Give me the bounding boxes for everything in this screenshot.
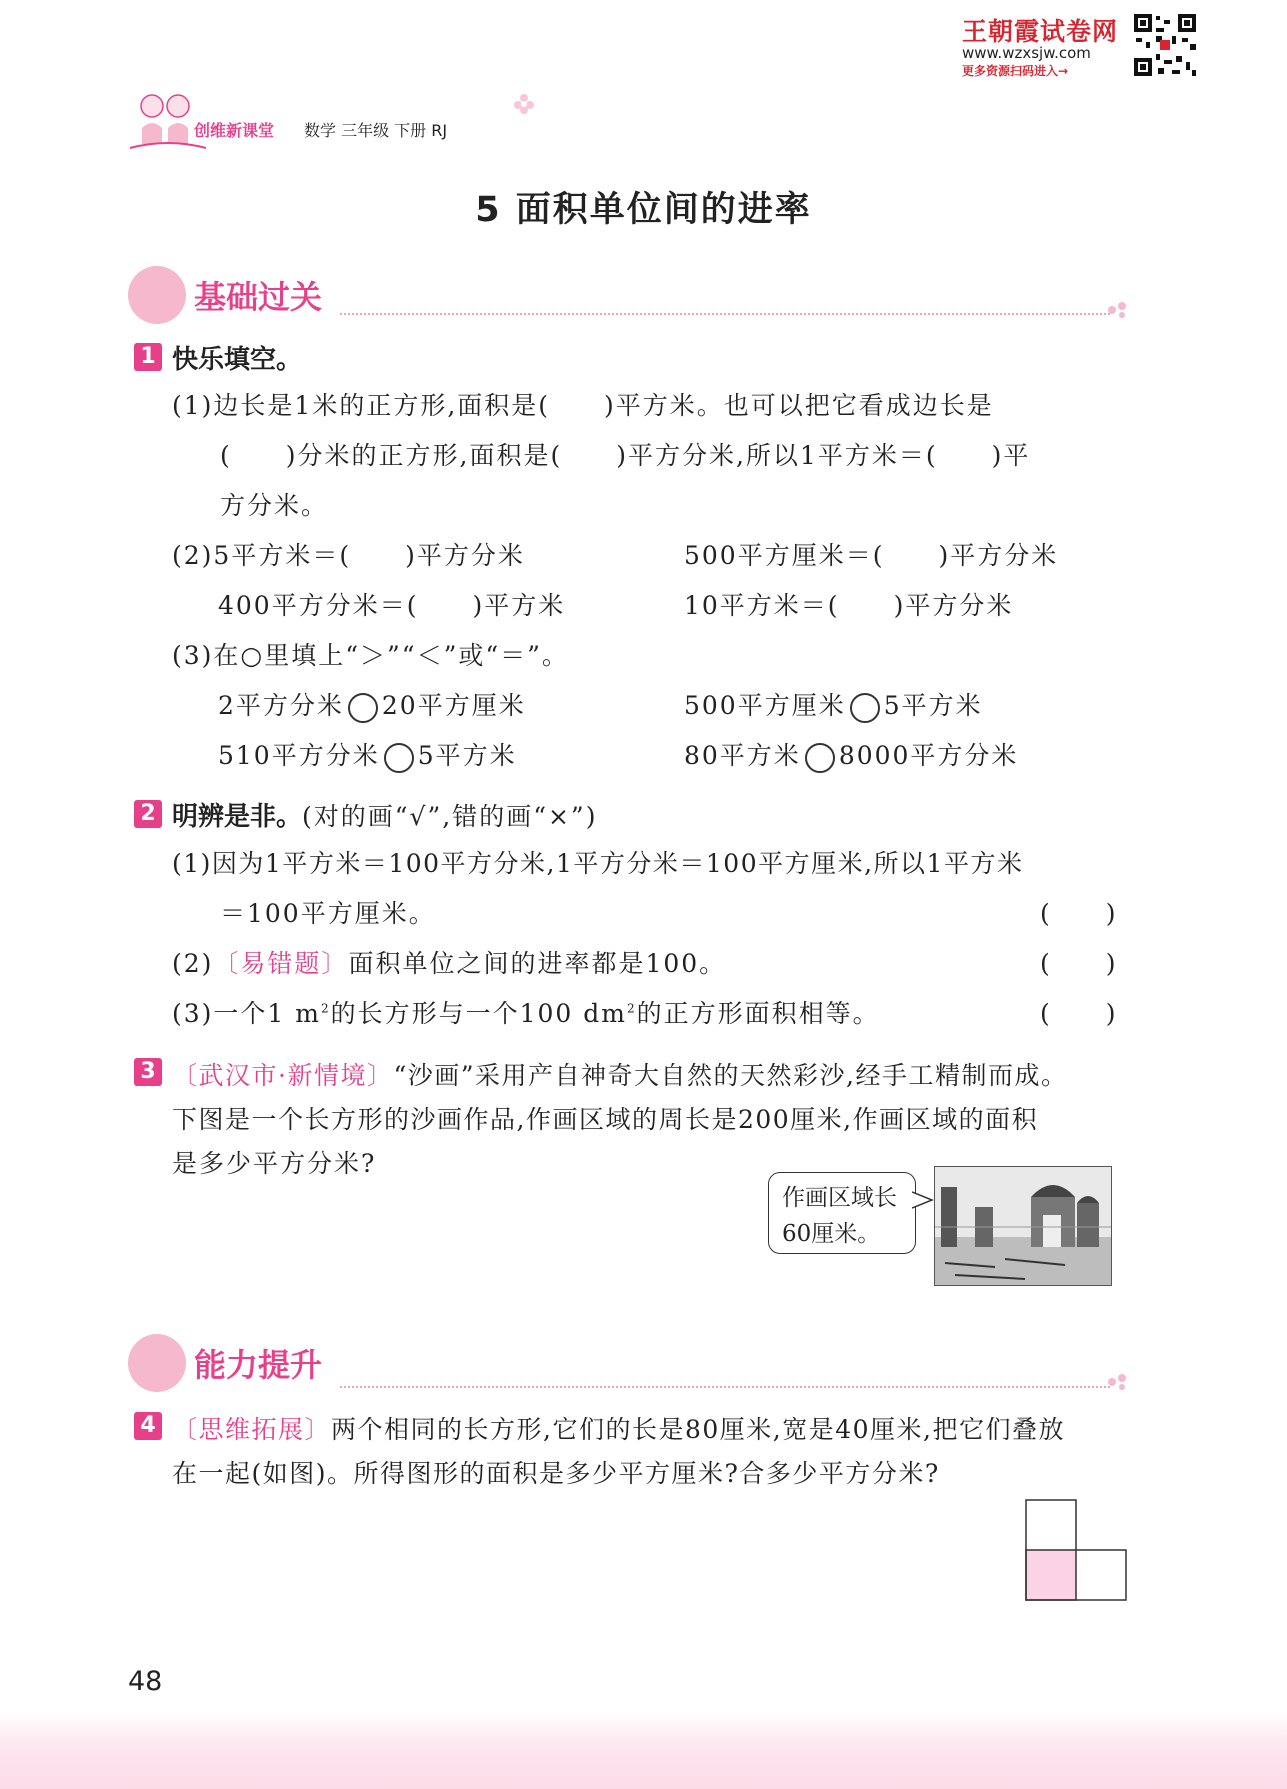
compare-right: 8000平方分米 (838, 741, 1019, 770)
statement-number: (2) (172, 949, 214, 978)
q1-part3-heading: (3)在○里填上“＞”“＜”或“＝”。 (172, 641, 569, 670)
q1-part1-line2: ( )分米的正方形,面积是( )平方分米,所以1平方米＝( )平 (220, 441, 1031, 470)
superscript: 2 (320, 1001, 331, 1016)
brand-title: 王朝霞试卷网 (962, 17, 1119, 46)
q2-statement1-line1: (1)因为1平方米＝100平方分米,1平方分米＝100平方厘米,所以1平方米 (172, 849, 1024, 878)
statement-text: 的长方形与一个100 dm (330, 999, 627, 1028)
brand-scan-hint: 更多资源扫码进入→ (962, 64, 1069, 78)
q2-statement3 (172, 994, 880, 1030)
question-number: 2 (134, 800, 162, 828)
compare-left: 510平方分米 (218, 741, 380, 770)
section-mascot-icon (128, 266, 186, 324)
question-note: (对的画“√”,错的画“×”) (302, 802, 598, 831)
compare-circle[interactable] (384, 743, 414, 773)
sand-painting-image (934, 1166, 1112, 1286)
answer-paren[interactable]: ( ) (1040, 999, 1118, 1028)
q3-line2: 下图是一个长方形的沙画作品,作画区域的周长是200厘米,作画区域的面积 (172, 1105, 1039, 1134)
section-divider (340, 313, 1110, 315)
dots-decoration-icon (1106, 298, 1130, 322)
q1-part2-b: 500平方厘米＝( )平方分米 (684, 541, 1059, 570)
q3-line3: 是多少平方分米? (172, 1149, 377, 1178)
bubble-line: 作画区域长 (782, 1185, 897, 1211)
q1-part2-a: (2)5平方米＝( )平方分米 (172, 541, 525, 570)
compare-circle[interactable] (348, 693, 378, 723)
page-title: 5 面积单位间的进率 (475, 190, 812, 230)
section-mascot-icon (128, 1334, 186, 1392)
question-number: 4 (134, 1412, 162, 1440)
brand-url[interactable]: www.wzxsjw.com (962, 44, 1091, 62)
compare-left: 2平方分米 (218, 691, 344, 720)
series-name: 创维新课堂 (194, 121, 275, 140)
section-title-advanced: 能力提升 (194, 1346, 323, 1384)
compare-row (684, 736, 1018, 773)
q4-line2: 在一起(如图)。所得图形的面积是多少平方厘米?合多少平方分米? (172, 1459, 940, 1488)
q1-part1-line1: (1)边长是1米的正方形,面积是( )平方米。也可以把它看成边长是 (172, 391, 994, 420)
compare-right: 5平方米 (883, 691, 983, 720)
question-header (172, 796, 597, 833)
statement-text: 面积单位之间的进率都是100。 (348, 949, 727, 978)
tag-label: 〔思维拓展〕 (172, 1415, 332, 1444)
statement-text: (3)一个1 m (172, 999, 321, 1028)
statement-text: 的正方形面积相等。 (636, 999, 880, 1028)
superscript: 2 (627, 1001, 637, 1016)
q1-part1-line3: 方分米。 (220, 491, 329, 520)
question-number: 3 (134, 1058, 162, 1086)
compare-row (218, 736, 517, 773)
qr-code-icon[interactable] (1132, 12, 1198, 78)
page-number: 48 (128, 1666, 163, 1697)
dots-decoration-icon (1106, 1370, 1130, 1394)
compare-row (218, 686, 526, 723)
q3-text: “沙画”采用产自神奇大自然的天然彩沙,经手工精制而成。 (393, 1061, 1068, 1090)
compare-right: 20平方厘米 (381, 691, 526, 720)
series-info: 数学 三年级 下册 RJ (304, 121, 448, 140)
q4-text: 两个相同的长方形,它们的长是80厘米,宽是40厘米,把它们叠放 (331, 1415, 1065, 1444)
q1-part2-d: 10平方米＝( )平方分米 (684, 591, 1014, 620)
bubble-line: 60厘米。 (782, 1221, 881, 1247)
section-divider (340, 1386, 1110, 1388)
bubble-text (782, 1180, 897, 1252)
tag-label: 〔易错题〕 (213, 949, 349, 978)
compare-left: 500平方厘米 (684, 691, 846, 720)
compare-circle[interactable] (805, 743, 835, 773)
flower-decoration-icon (512, 92, 536, 116)
overlapping-rectangles-figure (1024, 1498, 1130, 1604)
footer-band (0, 1712, 1287, 1789)
bubble-tail-icon (912, 1190, 936, 1210)
question-title: 明辨是非。 (172, 802, 303, 832)
section-title-basic: 基础过关 (194, 278, 323, 316)
q1-part2-c: 400平方分米＝( )平方米 (218, 591, 566, 620)
compare-left: 80平方米 (684, 741, 801, 770)
compare-right: 5平方米 (417, 741, 517, 770)
q4-line1 (172, 1410, 1065, 1446)
q3-line1 (172, 1056, 1067, 1092)
answer-paren[interactable]: ( ) (1040, 899, 1118, 928)
q2-statement2 (172, 944, 726, 980)
question-title: 快乐填空。 (172, 345, 303, 375)
compare-row (684, 686, 983, 723)
tag-label: 〔武汉市·新情境〕 (172, 1061, 394, 1090)
q2-statement1-line2: ＝100平方厘米。 (220, 899, 436, 928)
answer-paren[interactable]: ( ) (1040, 949, 1118, 978)
question-number: 1 (134, 343, 162, 371)
compare-circle[interactable] (850, 693, 880, 723)
